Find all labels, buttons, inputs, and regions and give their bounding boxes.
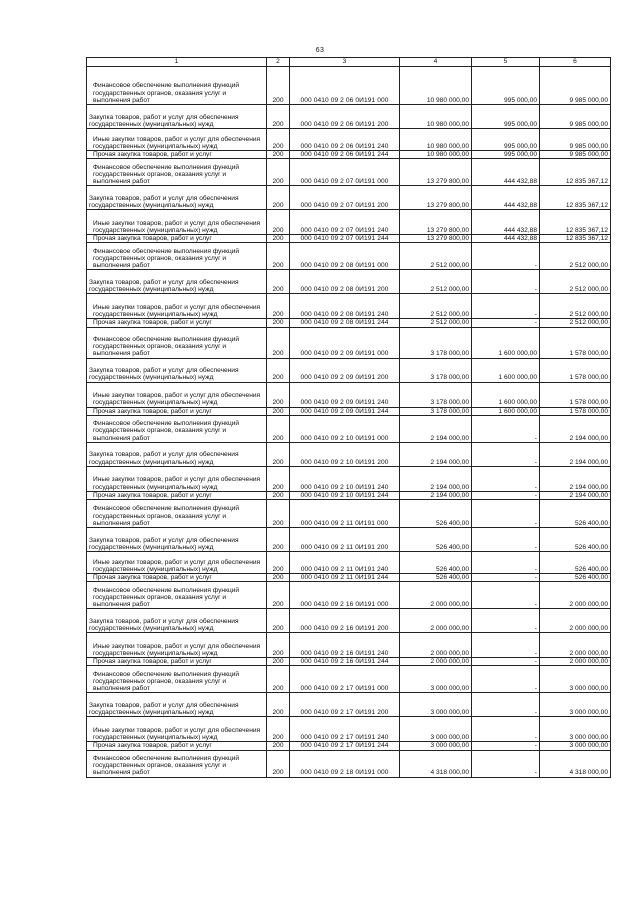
row-approved-amount: 2 194 000,00 xyxy=(400,415,472,442)
row-description: Иные закупки товаров, работ и услуг для обеспечения государственных (муниципальных) нужд xyxy=(87,210,267,235)
row-total-amount: 526 400,00 xyxy=(540,528,611,552)
row-approved-amount: 4 318 000,00 xyxy=(400,750,472,777)
row-change-amount: 444 432,88 xyxy=(472,235,540,243)
table-row xyxy=(87,658,611,666)
row-kvr-code: 200 xyxy=(267,186,290,210)
row-budget-code: 000 0410 09 2 18 0И191 000 xyxy=(290,750,400,777)
row-description: Иные закупки товаров, работ и услуг для обеспечения государственных (муниципальных) нужд xyxy=(87,466,267,491)
row-change-amount: - xyxy=(472,633,540,658)
row-approved-amount: 2 194 000,00 xyxy=(400,491,472,499)
table-row xyxy=(87,243,611,270)
row-total-amount: 12 835 367,12 xyxy=(540,159,611,186)
row-change-amount: - xyxy=(472,552,540,574)
page-number: 63 xyxy=(315,47,325,54)
row-description: Закупка товаров, работ и услуг для обеспечения государственных (муниципальных) нужд xyxy=(87,693,267,717)
row-kvr-code: 200 xyxy=(267,582,290,609)
row-approved-amount: 2 512 000,00 xyxy=(400,243,472,270)
row-change-amount: 1 600 000,00 xyxy=(472,407,540,415)
row-description: Закупка товаров, работ и услуг для обеспечения государственных (муниципальных) нужд xyxy=(87,270,267,294)
row-total-amount: 12 835 367,12 xyxy=(540,235,611,243)
row-kvr-code: 200 xyxy=(267,658,290,666)
table-row xyxy=(87,666,611,693)
row-budget-code: 000 0410 09 2 06 0И191 244 xyxy=(290,151,400,159)
row-total-amount: 9 985 000,00 xyxy=(540,129,611,151)
row-total-amount: 2 000 000,00 xyxy=(540,609,611,633)
row-kvr-code: 200 xyxy=(267,633,290,658)
row-description: Финансовое обеспечение выполнения функций государственных органов, оказания услуг и выполнения работ xyxy=(87,666,267,693)
row-kvr-code: 200 xyxy=(267,742,290,750)
row-approved-amount: 526 400,00 xyxy=(400,500,472,528)
row-kvr-code: 200 xyxy=(267,327,290,358)
row-change-amount: - xyxy=(472,319,540,327)
row-budget-code: 000 0410 09 2 16 0И191 200 xyxy=(290,609,400,633)
row-change-amount: - xyxy=(472,415,540,442)
row-approved-amount: 2 000 000,00 xyxy=(400,582,472,609)
row-change-amount: 1 600 000,00 xyxy=(472,382,540,407)
row-kvr-code: 200 xyxy=(267,105,290,129)
row-description: Финансовое обеспечение выполнения функций государственных органов, оказания услуг и выполнения работ xyxy=(87,750,267,777)
table-row xyxy=(87,294,611,319)
row-change-amount: 444 432,88 xyxy=(472,159,540,186)
table-row xyxy=(87,552,611,574)
row-change-amount: - xyxy=(472,466,540,491)
row-description: Закупка товаров, работ и услуг для обеспечения государственных (муниципальных) нужд xyxy=(87,186,267,210)
row-total-amount: 2 512 000,00 xyxy=(540,294,611,319)
row-change-amount: 444 432,88 xyxy=(472,210,540,235)
row-description: Закупка товаров, работ и услуг для обеспечения государственных (муниципальных) нужд xyxy=(87,609,267,633)
row-budget-code: 000 0410 09 2 07 0И191 200 xyxy=(290,186,400,210)
row-budget-code: 000 0410 09 2 11 0И191 000 xyxy=(290,500,400,528)
row-total-amount: 2 194 000,00 xyxy=(540,466,611,491)
budget-table xyxy=(86,57,611,778)
row-kvr-code: 200 xyxy=(267,294,290,319)
row-change-amount: - xyxy=(472,666,540,693)
row-approved-amount: 2 000 000,00 xyxy=(400,633,472,658)
row-budget-code: 000 0410 09 2 09 0И191 200 xyxy=(290,358,400,382)
row-change-amount: - xyxy=(472,574,540,582)
row-kvr-code: 200 xyxy=(267,415,290,442)
row-change-amount: - xyxy=(472,500,540,528)
row-budget-code: 000 0410 09 2 16 0И191 000 xyxy=(290,582,400,609)
row-kvr-code: 200 xyxy=(267,151,290,159)
row-approved-amount: 3 000 000,00 xyxy=(400,717,472,742)
table-row xyxy=(87,717,611,742)
row-kvr-code: 200 xyxy=(267,491,290,499)
row-description: Финансовое обеспечение выполнения функций государственных органов, оказания услуг и выполнения работ xyxy=(87,500,267,528)
row-budget-code: 000 0410 09 2 17 0И191 240 xyxy=(290,717,400,742)
row-approved-amount: 526 400,00 xyxy=(400,528,472,552)
row-change-amount: - xyxy=(472,442,540,466)
row-approved-amount: 2 000 000,00 xyxy=(400,658,472,666)
row-approved-amount: 3 000 000,00 xyxy=(400,666,472,693)
row-budget-code: 000 0410 09 2 09 0И191 000 xyxy=(290,327,400,358)
table-row xyxy=(87,742,611,750)
row-budget-code: 000 0410 09 2 10 0И191 240 xyxy=(290,466,400,491)
row-description: Прочая закупка товаров, работ и услуг xyxy=(87,235,267,243)
row-kvr-code: 200 xyxy=(267,609,290,633)
row-description: Иные закупки товаров, работ и услуг для обеспечения государственных (муниципальных) нужд xyxy=(87,552,267,574)
column-header: 3 xyxy=(290,58,400,67)
column-header: 5 xyxy=(472,58,540,67)
row-approved-amount: 526 400,00 xyxy=(400,552,472,574)
table-row xyxy=(87,358,611,382)
row-total-amount: 9 985 000,00 xyxy=(540,105,611,129)
table-row xyxy=(87,382,611,407)
row-description: Закупка товаров, работ и услуг для обеспечения государственных (муниципальных) нужд xyxy=(87,528,267,552)
row-budget-code: 000 0410 09 2 11 0И191 240 xyxy=(290,552,400,574)
row-total-amount: 4 318 000,00 xyxy=(540,750,611,777)
row-approved-amount: 2 194 000,00 xyxy=(400,442,472,466)
table-row xyxy=(87,210,611,235)
row-total-amount: 2 512 000,00 xyxy=(540,270,611,294)
row-change-amount: 995 000,00 xyxy=(472,105,540,129)
row-approved-amount: 10 980 000,00 xyxy=(400,129,472,151)
budget-table-body xyxy=(87,58,611,778)
table-row xyxy=(87,105,611,129)
row-kvr-code: 200 xyxy=(267,442,290,466)
row-description: Иные закупки товаров, работ и услуг для обеспечения государственных (муниципальных) нужд xyxy=(87,294,267,319)
table-row xyxy=(87,407,611,415)
row-change-amount: 1 600 000,00 xyxy=(472,327,540,358)
row-total-amount: 3 000 000,00 xyxy=(540,666,611,693)
row-budget-code: 000 0410 09 2 11 0И191 200 xyxy=(290,528,400,552)
row-description: Финансовое обеспечение выполнения функций государственных органов, оказания услуг и выполнения работ xyxy=(87,67,267,105)
table-row xyxy=(87,270,611,294)
row-budget-code: 000 0410 09 2 09 0И191 244 xyxy=(290,407,400,415)
row-change-amount: - xyxy=(472,742,540,750)
row-description: Прочая закупка товаров, работ и услуг xyxy=(87,319,267,327)
row-kvr-code: 200 xyxy=(267,500,290,528)
row-budget-code: 000 0410 09 2 08 0И191 200 xyxy=(290,270,400,294)
row-kvr-code: 200 xyxy=(267,552,290,574)
row-description: Прочая закупка товаров, работ и услуг xyxy=(87,151,267,159)
row-description: Прочая закупка товаров, работ и услуг xyxy=(87,574,267,582)
row-approved-amount: 13 279 800,00 xyxy=(400,210,472,235)
row-total-amount: 1 578 000,00 xyxy=(540,407,611,415)
row-kvr-code: 200 xyxy=(267,693,290,717)
column-header: 6 xyxy=(540,58,611,67)
row-total-amount: 2 194 000,00 xyxy=(540,442,611,466)
row-total-amount: 2 194 000,00 xyxy=(540,415,611,442)
row-description: Иные закупки товаров, работ и услуг для обеспечения государственных (муниципальных) нужд xyxy=(87,382,267,407)
table-row xyxy=(87,129,611,151)
row-total-amount: 526 400,00 xyxy=(540,574,611,582)
row-total-amount: 12 835 367,12 xyxy=(540,210,611,235)
row-kvr-code: 200 xyxy=(267,210,290,235)
row-change-amount: 995 000,00 xyxy=(472,129,540,151)
table-row xyxy=(87,415,611,442)
row-description: Прочая закупка товаров, работ и услуг xyxy=(87,658,267,666)
row-approved-amount: 10 980 000,00 xyxy=(400,67,472,105)
table-row xyxy=(87,528,611,552)
table-row xyxy=(87,319,611,327)
row-budget-code: 000 0410 09 2 16 0И191 240 xyxy=(290,633,400,658)
row-kvr-code: 200 xyxy=(267,235,290,243)
row-change-amount: - xyxy=(472,750,540,777)
row-description: Иные закупки товаров, работ и услуг для обеспечения государственных (муниципальных) нужд xyxy=(87,717,267,742)
row-description: Иные закупки товаров, работ и услуг для обеспечения государственных (муниципальных) нужд xyxy=(87,129,267,151)
row-change-amount: - xyxy=(472,294,540,319)
row-approved-amount: 526 400,00 xyxy=(400,574,472,582)
row-budget-code: 000 0410 09 2 08 0И191 240 xyxy=(290,294,400,319)
row-approved-amount: 13 279 800,00 xyxy=(400,186,472,210)
row-description: Прочая закупка товаров, работ и услуг xyxy=(87,407,267,415)
row-approved-amount: 2 512 000,00 xyxy=(400,319,472,327)
row-kvr-code: 200 xyxy=(267,750,290,777)
row-total-amount: 1 578 000,00 xyxy=(540,358,611,382)
table-row xyxy=(87,491,611,499)
row-change-amount: - xyxy=(472,693,540,717)
row-budget-code: 000 0410 09 2 07 0И191 000 xyxy=(290,159,400,186)
row-kvr-code: 200 xyxy=(267,319,290,327)
table-row xyxy=(87,633,611,658)
row-total-amount: 3 000 000,00 xyxy=(540,742,611,750)
row-change-amount: - xyxy=(472,243,540,270)
row-approved-amount: 13 279 800,00 xyxy=(400,235,472,243)
row-total-amount: 2 000 000,00 xyxy=(540,633,611,658)
row-kvr-code: 200 xyxy=(267,717,290,742)
column-header: 1 xyxy=(87,58,267,67)
row-kvr-code: 200 xyxy=(267,528,290,552)
table-row xyxy=(87,609,611,633)
row-total-amount: 3 000 000,00 xyxy=(540,717,611,742)
row-total-amount: 1 578 000,00 xyxy=(540,382,611,407)
row-kvr-code: 200 xyxy=(267,243,290,270)
column-header: 4 xyxy=(400,58,472,67)
row-description: Закупка товаров, работ и услуг для обеспечения государственных (муниципальных) нужд xyxy=(87,358,267,382)
row-kvr-code: 200 xyxy=(267,270,290,294)
row-change-amount: 1 600 000,00 xyxy=(472,358,540,382)
row-description: Финансовое обеспечение выполнения функций государственных органов, оказания услуг и выполнения работ xyxy=(87,243,267,270)
row-description: Иные закупки товаров, работ и услуг для обеспечения государственных (муниципальных) нужд xyxy=(87,633,267,658)
row-total-amount: 2 000 000,00 xyxy=(540,658,611,666)
row-approved-amount: 2 512 000,00 xyxy=(400,270,472,294)
row-total-amount: 2 194 000,00 xyxy=(540,491,611,499)
row-budget-code: 000 0410 09 2 10 0И191 244 xyxy=(290,491,400,499)
row-description: Прочая закупка товаров, работ и услуг xyxy=(87,491,267,499)
row-change-amount: 995 000,00 xyxy=(472,151,540,159)
row-total-amount: 1 578 000,00 xyxy=(540,327,611,358)
row-change-amount: - xyxy=(472,528,540,552)
row-approved-amount: 10 980 000,00 xyxy=(400,105,472,129)
row-total-amount: 12 835 367,12 xyxy=(540,186,611,210)
row-total-amount: 3 000 000,00 xyxy=(540,693,611,717)
row-change-amount: 995 000,00 xyxy=(472,67,540,105)
column-header: 2 xyxy=(267,58,290,67)
row-budget-code: 000 0410 09 2 08 0И191 244 xyxy=(290,319,400,327)
table-row xyxy=(87,500,611,528)
row-change-amount: - xyxy=(472,717,540,742)
row-total-amount: 526 400,00 xyxy=(540,500,611,528)
row-total-amount: 2 512 000,00 xyxy=(540,319,611,327)
column-number-row xyxy=(87,58,611,67)
row-kvr-code: 200 xyxy=(267,407,290,415)
table-row xyxy=(87,442,611,466)
row-budget-code: 000 0410 09 2 17 0И191 200 xyxy=(290,693,400,717)
row-description: Финансовое обеспечение выполнения функций государственных органов, оказания услуг и выполнения работ xyxy=(87,415,267,442)
table-row xyxy=(87,159,611,186)
row-approved-amount: 2 512 000,00 xyxy=(400,294,472,319)
row-budget-code: 000 0410 09 2 16 0И191 244 xyxy=(290,658,400,666)
row-budget-code: 000 0410 09 2 06 0И191 200 xyxy=(290,105,400,129)
row-approved-amount: 3 178 000,00 xyxy=(400,407,472,415)
row-change-amount: - xyxy=(472,658,540,666)
row-budget-code: 000 0410 09 2 06 0И191 000 xyxy=(290,67,400,105)
table-row xyxy=(87,582,611,609)
row-description: Закупка товаров, работ и услуг для обеспечения государственных (муниципальных) нужд xyxy=(87,105,267,129)
row-total-amount: 9 985 000,00 xyxy=(540,67,611,105)
table-row xyxy=(87,151,611,159)
table-row xyxy=(87,574,611,582)
row-total-amount: 526 400,00 xyxy=(540,552,611,574)
row-budget-code: 000 0410 09 2 08 0И191 000 xyxy=(290,243,400,270)
row-change-amount: - xyxy=(472,270,540,294)
table-row xyxy=(87,750,611,777)
row-budget-code: 000 0410 09 2 17 0И191 000 xyxy=(290,666,400,693)
row-approved-amount: 3 178 000,00 xyxy=(400,358,472,382)
row-approved-amount: 2 194 000,00 xyxy=(400,466,472,491)
row-approved-amount: 3 000 000,00 xyxy=(400,693,472,717)
table-row xyxy=(87,235,611,243)
row-approved-amount: 2 000 000,00 xyxy=(400,609,472,633)
row-description: Закупка товаров, работ и услуг для обеспечения государственных (муниципальных) нужд xyxy=(87,442,267,466)
row-change-amount: - xyxy=(472,491,540,499)
row-change-amount: - xyxy=(472,609,540,633)
row-budget-code: 000 0410 09 2 17 0И191 244 xyxy=(290,742,400,750)
row-budget-code: 000 0410 09 2 07 0И191 240 xyxy=(290,210,400,235)
row-approved-amount: 10 980 000,00 xyxy=(400,151,472,159)
row-kvr-code: 200 xyxy=(267,666,290,693)
row-budget-code: 000 0410 09 2 10 0И191 200 xyxy=(290,442,400,466)
row-kvr-code: 200 xyxy=(267,129,290,151)
row-approved-amount: 3 000 000,00 xyxy=(400,742,472,750)
table-row xyxy=(87,67,611,105)
row-kvr-code: 200 xyxy=(267,574,290,582)
row-kvr-code: 200 xyxy=(267,382,290,407)
row-kvr-code: 200 xyxy=(267,159,290,186)
table-row xyxy=(87,693,611,717)
row-total-amount: 9 985 000,00 xyxy=(540,151,611,159)
row-budget-code: 000 0410 09 2 10 0И191 000 xyxy=(290,415,400,442)
row-kvr-code: 200 xyxy=(267,67,290,105)
row-change-amount: 444 432,88 xyxy=(472,186,540,210)
row-kvr-code: 200 xyxy=(267,466,290,491)
row-budget-code: 000 0410 09 2 09 0И191 240 xyxy=(290,382,400,407)
table-row xyxy=(87,186,611,210)
row-budget-code: 000 0410 09 2 11 0И191 244 xyxy=(290,574,400,582)
table-row xyxy=(87,466,611,491)
row-description: Финансовое обеспечение выполнения функций государственных органов, оказания услуг и выполнения работ xyxy=(87,159,267,186)
table-row xyxy=(87,327,611,358)
row-budget-code: 000 0410 09 2 07 0И191 244 xyxy=(290,235,400,243)
row-kvr-code: 200 xyxy=(267,358,290,382)
row-description: Финансовое обеспечение выполнения функций государственных органов, оказания услуг и выполнения работ xyxy=(87,327,267,358)
row-total-amount: 2 000 000,00 xyxy=(540,582,611,609)
row-approved-amount: 13 279 800,00 xyxy=(400,159,472,186)
row-approved-amount: 3 178 000,00 xyxy=(400,327,472,358)
row-approved-amount: 3 178 000,00 xyxy=(400,382,472,407)
row-description: Прочая закупка товаров, работ и услуг xyxy=(87,742,267,750)
row-total-amount: 2 512 000,00 xyxy=(540,243,611,270)
row-description: Финансовое обеспечение выполнения функций государственных органов, оказания услуг и выполнения работ xyxy=(87,582,267,609)
row-budget-code: 000 0410 09 2 06 0И191 240 xyxy=(290,129,400,151)
row-change-amount: - xyxy=(472,582,540,609)
